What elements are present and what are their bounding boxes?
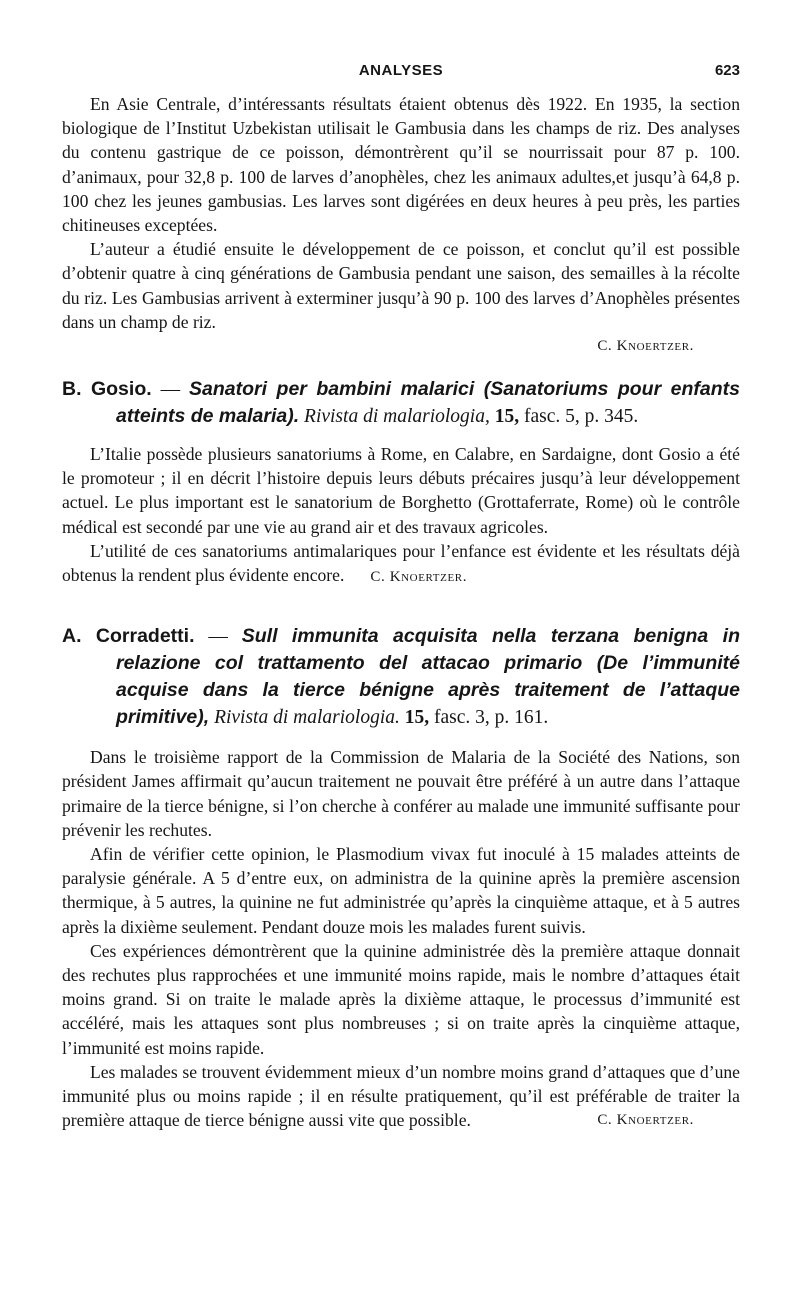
- journal-page: [62, 62, 740, 1133]
- paragraph: [62, 539, 740, 589]
- article-author: B. Gosio.: [62, 378, 152, 401]
- paragraph: Ces expériences démontrèrent que la quinine administrée dès la première attaque donnait des rechutes plus rapprochées et une immunité moins rapide, mais le nombre d’attaques était moins grand. Si on traite le malade après la dixième attaque, le processus d’immunité est accéléré, mais les attaques sont plus nombreuses ; si on traite après la cinquième attaque, l’immunité est moins rapide.: [62, 940, 740, 1058]
- heading-dash: —: [151, 379, 190, 401]
- journal-volume: 15,: [494, 406, 520, 428]
- page-header: [62, 62, 740, 88]
- signature: C. Knoertzer.: [597, 338, 694, 355]
- signature: C. Knoertzer.: [597, 1112, 694, 1129]
- journal-name: Rivista di malariologia.: [214, 707, 400, 729]
- article-gosio: [62, 376, 740, 589]
- journal-reference: fasc. 3, p. 161.: [433, 707, 549, 729]
- signature: C. Knoertzer.: [370, 569, 468, 586]
- paragraph: L’Italie possède plusieurs sanatoriums à Rome, en Calabre, en Sardaigne, dont Gosio a été le promoteur ; il en décrit l’histoire depuis leurs débuts précaires jusqu’à leur développement actuel. Le plus important est le sanatorium de Borghetto (Grottaferrate, Rome) où le contrôle médical est secondé par une vie au grand air et des travaux agricoles.: [62, 444, 740, 537]
- article-corradetti: [62, 623, 740, 1132]
- paragraph-text: Les malades se trouvent évidemment mieux d’un nombre moins grand d’attaques que d’une immunité plus ou moins rapide ; il en résulte pratiquement, qu’il est préférable de traiter la première attaque de tierce bénigne aussi vite que possible.: [62, 1061, 740, 1131]
- journal-reference: fasc. 5, p. 345.: [523, 406, 639, 428]
- paragraph: L’auteur a étudié ensuite le développement de ce poisson, et conclut qu’il est possible d’obtenir quatre à cinq générations de Gambusia pendant une saison, des semailles à la récolte du riz. Les Gambusias arrivent à exterminer jusqu’à 90 p. 100 des larves d’Anophèles présentes dans un champ de riz.: [62, 239, 740, 332]
- running-title: ANALYSES: [358, 62, 444, 79]
- article-heading: [62, 623, 740, 731]
- paragraph: Afin de vérifier cette opinion, le Plasmodium vivax fut inoculé à 15 malades atteints de paralysie générale. A 5 d’entre eux, on administra de la quinine après la première ascension thermique, à 5 autres, la quinine ne fut administrée qu’après la cinquième attaque, et à 5 autres après la dixième seulement. Pendant douze mois les malades furent suivis.: [62, 844, 740, 937]
- page-number: 623: [714, 62, 740, 79]
- article-title: Sull immunita acquisita nella terzana benigna in relazione col trattamento del attacao primario (De l’immunité acquise dans la tierce bénigne après traitement de l’attaque primitive),: [116, 625, 741, 729]
- section-gambusia: [62, 92, 740, 358]
- paragraph: [62, 1060, 740, 1133]
- article-title: Sanatori per bambini malarici (Sanatoriums pour enfants atteints de malaria).: [116, 378, 740, 428]
- heading-dash: —: [194, 626, 242, 648]
- journal-volume: 15,: [404, 707, 430, 729]
- article-heading: [62, 376, 740, 430]
- article-author: A. Corradetti.: [62, 625, 195, 648]
- paragraph: En Asie Centrale, d’intéressants résultats étaient obtenus dès 1922. En 1935, la section biologique de l’Institut Uzbekistan utilisait le Gambusia dans les champs de riz. Des analyses du contenu gastrique de ce poisson, démontrèrent qu’il se nourrissait pour 87 p. 100. d’animaux, pour 32,8 p. 100 de larves d’anophèles, chez les animaux adultes,et jusqu’à 64,8 p. 100 chez les jeunes gambusias. Les larves sont digérées en deux heures à peu près, les parties chitineuses exceptées.: [62, 94, 740, 236]
- paragraph: Dans le troisième rapport de la Commission de Malaria de la Société des Nations, son président James affirmait qu’aucun traitement ne pouvait être préféré à un autre dans l’attaque primaire de la tierce bénigne, si l’on cherche à conférer au malade une immunité suffisante pour prévenir les rechutes.: [62, 747, 740, 840]
- paragraph-text: L’utilité de ces sanatoriums antimalariques pour l’enfance est évidente et les résultats déjà obtenus la rendent plus évidente encore.: [62, 540, 740, 586]
- journal-name: Rivista di malariologia,: [304, 406, 490, 428]
